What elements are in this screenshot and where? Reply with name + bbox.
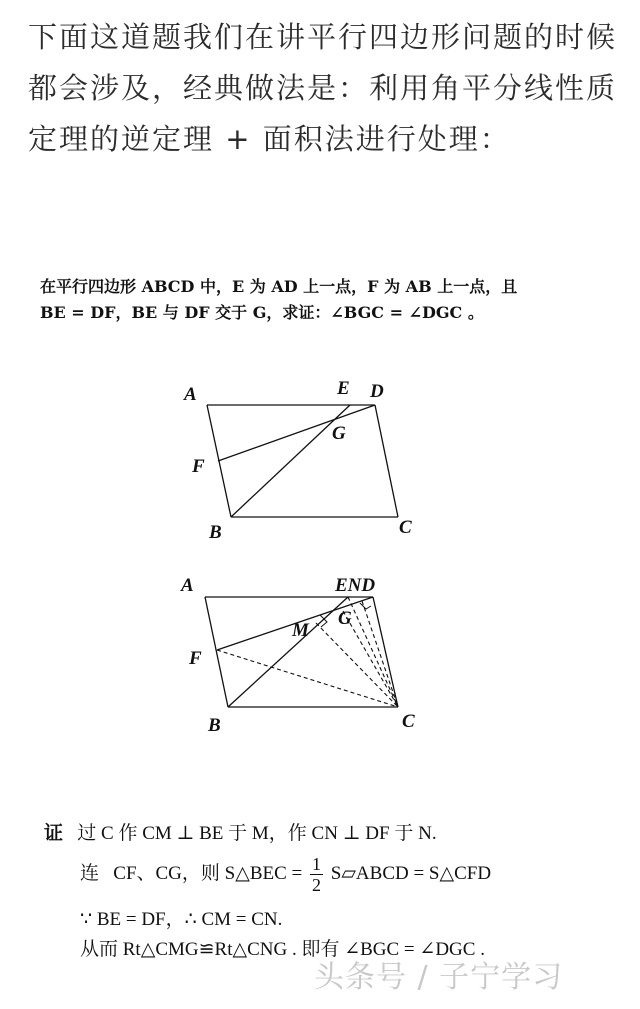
intro-paragraph: 下面这道题我们在讲平行四边形问题的时候都会涉及，经典做法是：利用角平分线性质定理的逆定理 + 面积法进行处理： [28,20,618,156]
label-g: G [338,608,352,629]
label-e: E [337,378,350,399]
segment-fd [218,405,375,461]
proof-line-2a: CF、CG，则 S△BEC = [113,862,303,884]
proof-line-2b: S▱ABCD = S△CFD [330,862,492,884]
watermark: 头条号 / 子宁学习 [314,960,564,995]
label-b: B [209,522,222,543]
problem-line-1: 在平行四边形 ABCD 中，E 为 AD 上一点，F 为 AB 上一点，且 [40,277,518,296]
proof-lead-zheng: 证 [44,823,64,844]
dashed-ce [348,597,398,707]
fraction-one-half [310,854,323,895]
label-b: B [208,715,221,736]
proof-line-1: 过 C 作 CM ⊥ BE 于 M，作 CN ⊥ DF 于 N. [77,823,437,844]
edge-dc [375,405,398,517]
right-angle-mark-n [360,603,371,609]
label-f: F [189,648,202,669]
label-a: A [184,384,197,405]
figure-1-parallelogram [0,370,640,550]
label-c: C [399,517,412,538]
label-m: M [292,620,309,641]
label-f: F [192,456,205,477]
problem-statement [40,274,615,326]
fraction-numerator: 1 [312,854,321,874]
problem-line-2: BE = DF，BE 与 DF 交于 G，求证：∠BGC = ∠DGC 。 [40,303,484,322]
label-c: C [402,711,415,732]
label-g: G [332,423,346,444]
segment-be [228,597,348,707]
fraction-denominator: 2 [312,875,321,895]
proof-lead-lian: 连 [80,862,100,884]
label-a: A [181,575,194,596]
segment-be [231,405,350,517]
label-d: D [370,381,384,402]
proof-line-4: 从而 Rt△CMG≌Rt△CNG . 即有 ∠BGC = ∠DGC . [80,939,485,960]
figure-2-construction [0,565,640,740]
proof-line-3: ∵ BE = DF，∴ CM = CN. [80,909,283,930]
edge-dc [373,597,398,707]
label-end: END [335,575,376,596]
